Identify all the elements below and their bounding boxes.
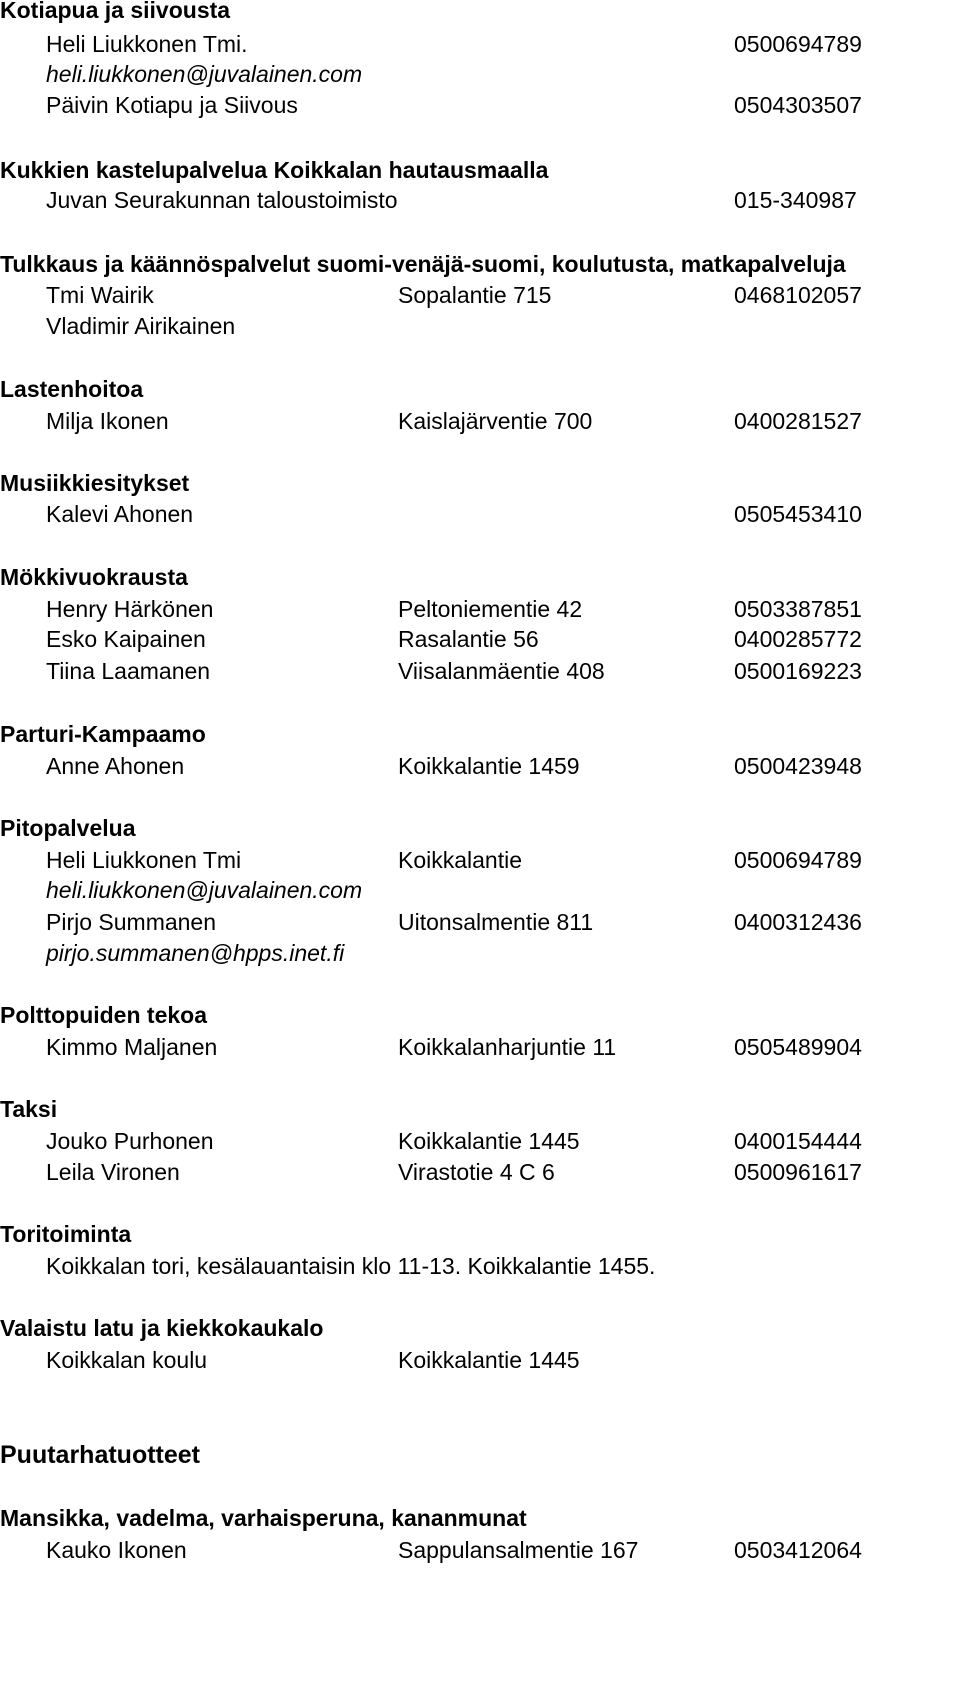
entry-phone: 0400281527 <box>734 408 862 434</box>
entry-email: heli.liukkonen@juvalainen.com <box>46 877 363 903</box>
entry-phone: 0500694789 <box>734 847 862 873</box>
entry-name: Tmi Wairik <box>46 282 154 308</box>
entry-address: Koikkalantie 1445 <box>398 1128 580 1154</box>
directory-row <box>0 1534 960 1566</box>
section-heading: Kukkien kastelupalvelua Koikkalan hautausmaalla <box>0 157 549 183</box>
section-heading: Lastenhoitoa <box>0 376 144 402</box>
entry-phone: 015-340987 <box>734 187 857 213</box>
entry-name: Kauko Ikonen <box>46 1537 187 1563</box>
directory-row <box>0 405 960 437</box>
directory-row <box>0 1125 960 1157</box>
entry-address: Koikkalantie 1459 <box>398 753 580 779</box>
entry-name: Heli Liukkonen Tmi. <box>46 31 248 57</box>
entry-name: Pirjo Summanen <box>46 909 217 935</box>
section-heading: Mökkivuokrausta <box>0 564 188 590</box>
entry-phone: 0503387851 <box>734 596 862 622</box>
directory-row <box>0 593 960 625</box>
section-heading: Valaistu latu ja kiekkokaukalo <box>0 1315 324 1341</box>
entry-phone: 0505453410 <box>734 501 862 527</box>
directory-row <box>0 498 960 530</box>
section-heading: Polttopuiden tekoa <box>0 1002 207 1028</box>
entry-name: Kalevi Ahonen <box>46 501 194 527</box>
entry-phone: 0468102057 <box>734 282 862 308</box>
directory-row <box>0 279 960 311</box>
entry-address: Rasalantie 56 <box>398 626 539 652</box>
entry-phone: 0505489904 <box>734 1034 862 1060</box>
entry-name: Leila Vironen <box>46 1159 180 1185</box>
entry-name: Juvan Seurakunnan taloustoimisto <box>46 187 398 213</box>
directory-row <box>0 937 960 969</box>
entry-address: Peltoniementie 42 <box>398 596 583 622</box>
entry-email: pirjo.summanen@hpps.inet.fi <box>46 940 345 966</box>
entry-name: Heli Liukkonen Tmi <box>46 847 242 873</box>
directory-row <box>0 28 960 60</box>
entry-phone: 0400154444 <box>734 1128 862 1154</box>
entry-phone: 0504303507 <box>734 92 862 118</box>
directory-row <box>0 1031 960 1063</box>
entry-address: Sopalantie 715 <box>398 282 552 308</box>
entry-phone: 0500169223 <box>734 658 862 684</box>
section-heading: Toritoiminta <box>0 1221 132 1247</box>
directory-row <box>0 310 960 342</box>
section-heading: Puutarhatuotteet <box>0 1441 200 1469</box>
section-heading: Parturi-Kampaamo <box>0 721 206 747</box>
entry-address: Koikkalanharjuntie 11 <box>398 1034 617 1060</box>
directory-row <box>0 844 960 876</box>
entry-name: Henry Härkönen <box>46 596 214 622</box>
entry-name: Kimmo Maljanen <box>46 1034 218 1060</box>
directory-row <box>0 623 960 655</box>
entry-name: Esko Kaipainen <box>46 626 206 652</box>
entry-phone: 0503412064 <box>734 1537 862 1563</box>
directory-row <box>0 1344 960 1376</box>
directory-row <box>0 874 960 906</box>
entry-phone: 0500961617 <box>734 1159 862 1185</box>
directory-row <box>0 58 960 90</box>
entry-address: Viisalanmäentie 408 <box>398 658 605 684</box>
entry-phone: 0400312436 <box>734 909 862 935</box>
entry-email: heli.liukkonen@juvalainen.com <box>46 61 363 87</box>
directory-row <box>0 750 960 782</box>
entry-phone: 0500694789 <box>734 31 862 57</box>
directory-row <box>0 1156 960 1188</box>
entry-name: Vladimir Airikainen <box>46 313 236 339</box>
directory-row <box>0 1250 960 1282</box>
entry-address: Uitonsalmentie 811 <box>398 909 594 935</box>
entry-name: Koikkalan koulu <box>46 1347 208 1373</box>
section-heading: Mansikka, vadelma, varhaisperuna, kananmunat <box>0 1505 527 1531</box>
section-heading: Tulkkaus ja käännöspalvelut suomi-venäjä-suomi, koulutusta, matkapalveluja <box>0 251 846 277</box>
section-heading: Musiikkiesitykset <box>0 470 190 496</box>
entry-text: Koikkalan tori, kesälauantaisin klo 11-13. Koikkalantie 1455. <box>46 1253 656 1279</box>
directory-row <box>0 655 960 687</box>
entry-phone: 0400285772 <box>734 626 862 652</box>
section-heading: Pitopalvelua <box>0 815 136 841</box>
entry-phone: 0500423948 <box>734 753 862 779</box>
entry-name: Päivin Kotiapu ja Siivous <box>46 92 298 118</box>
directory-row <box>0 906 960 938</box>
directory-row <box>0 184 960 216</box>
entry-address: Koikkalantie 1445 <box>398 1347 580 1373</box>
entry-address: Koikkalantie <box>398 847 523 873</box>
section-heading: Kotiapua ja siivousta <box>0 0 231 23</box>
entry-address: Kaislajärventie 700 <box>398 408 593 434</box>
section-heading: Taksi <box>0 1096 58 1122</box>
directory-row <box>0 89 960 121</box>
entry-name: Jouko Purhonen <box>46 1128 214 1154</box>
entry-address: Virastotie 4 C 6 <box>398 1159 555 1185</box>
entry-name: Anne Ahonen <box>46 753 185 779</box>
entry-name: Tiina Laamanen <box>46 658 211 684</box>
entry-name: Milja Ikonen <box>46 408 169 434</box>
entry-address: Sappulansalmentie 167 <box>398 1537 639 1563</box>
